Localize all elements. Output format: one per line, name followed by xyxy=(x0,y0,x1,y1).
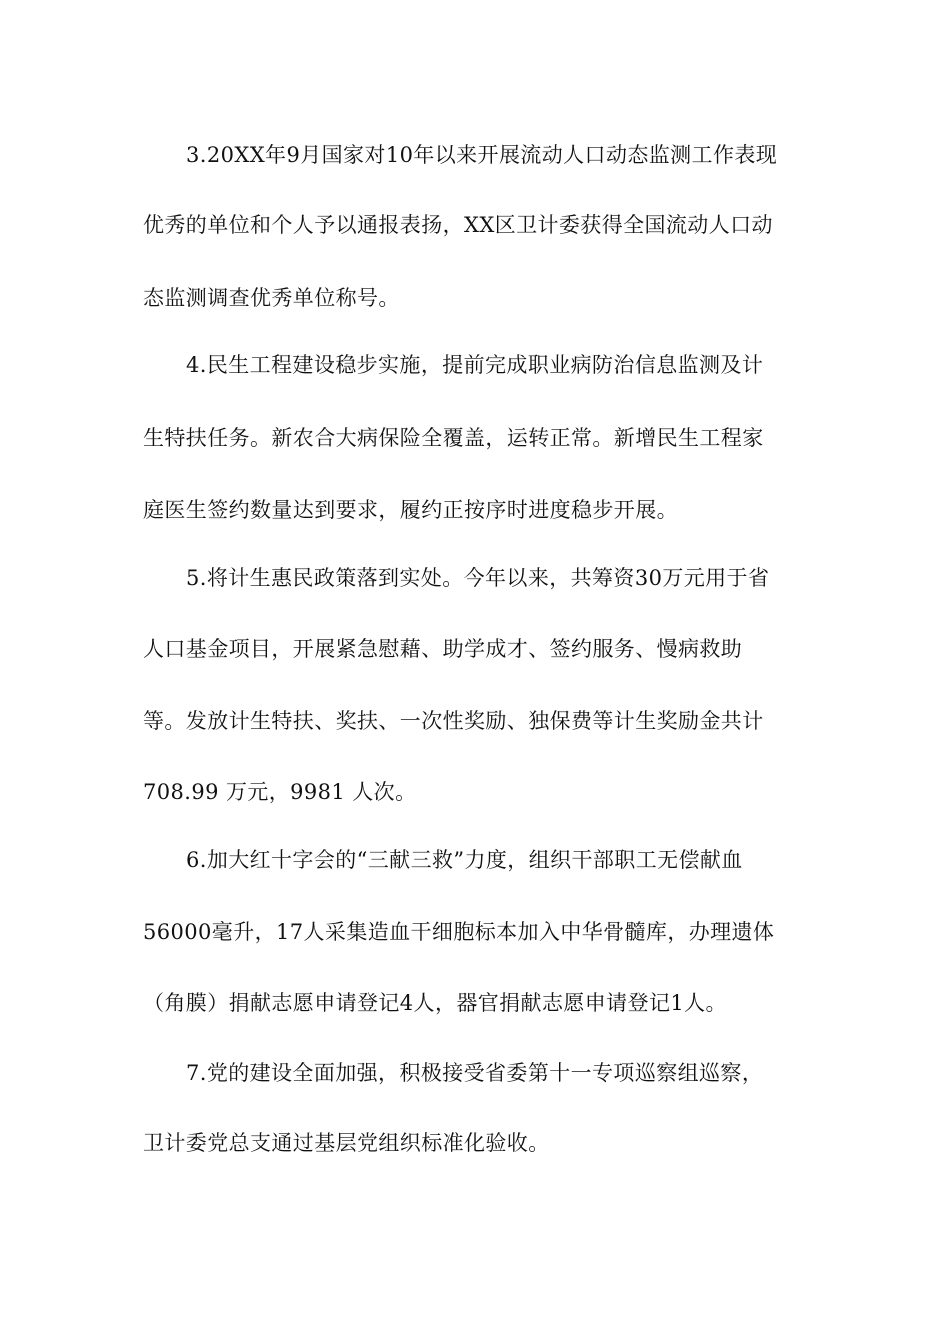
paragraph-4-line-2: 生特扶任务。新农合大病保险全覆盖，运转正常。新增民生工程家 xyxy=(143,426,764,450)
paragraph-5-line-4: 708.99 万元，9981 人次。 xyxy=(143,780,417,804)
paragraph-4-line-1: 4.民生工程建设稳步实施，提前完成职业病防治信息监测及计 xyxy=(186,353,764,377)
paragraph-7-line-2: 卫计委党总支通过基层党组织标准化验收。 xyxy=(143,1131,550,1155)
paragraph-5-line-3: 等。发放计生特扶、奖扶、一次性奖励、独保费等计生奖励金共计 xyxy=(143,709,764,733)
paragraph-4-line-3: 庭医生签约数量达到要求，履约正按序时进度稳步开展。 xyxy=(143,498,678,522)
paragraph-3-line-2: 优秀的单位和个人予以通报表扬，XX区卫计委获得全国流动人口动 xyxy=(143,213,773,237)
paragraph-7-line-1: 7.党的建设全面加强，积极接受省委第十一专项巡察组巡察， xyxy=(186,1061,764,1085)
paragraph-6-line-1: 6.加大红十字会的“三献三救”力度，组织干部职工无偿献血 xyxy=(186,848,743,872)
paragraph-6-line-3: （角膜）捐献志愿申请登记4人，器官捐献志愿申请登记1人。 xyxy=(143,991,727,1015)
paragraph-3-line-1: 3.20XX年9月国家对10年以来开展流动人口动态监测工作表现 xyxy=(186,143,778,167)
paragraph-5-line-2: 人口基金项目，开展紧急慰藉、助学成才、签约服务、慢病救助 xyxy=(143,637,743,661)
paragraph-6-line-2: 56000毫升，17人采集造血干细胞标本加入中华骨髓库，办理遗体 xyxy=(143,920,775,944)
paragraph-3-line-3: 态监测调查优秀单位称号。 xyxy=(143,286,400,310)
paragraph-5-line-1: 5.将计生惠民政策落到实处。今年以来，共筹资30万元用于省 xyxy=(186,566,770,590)
